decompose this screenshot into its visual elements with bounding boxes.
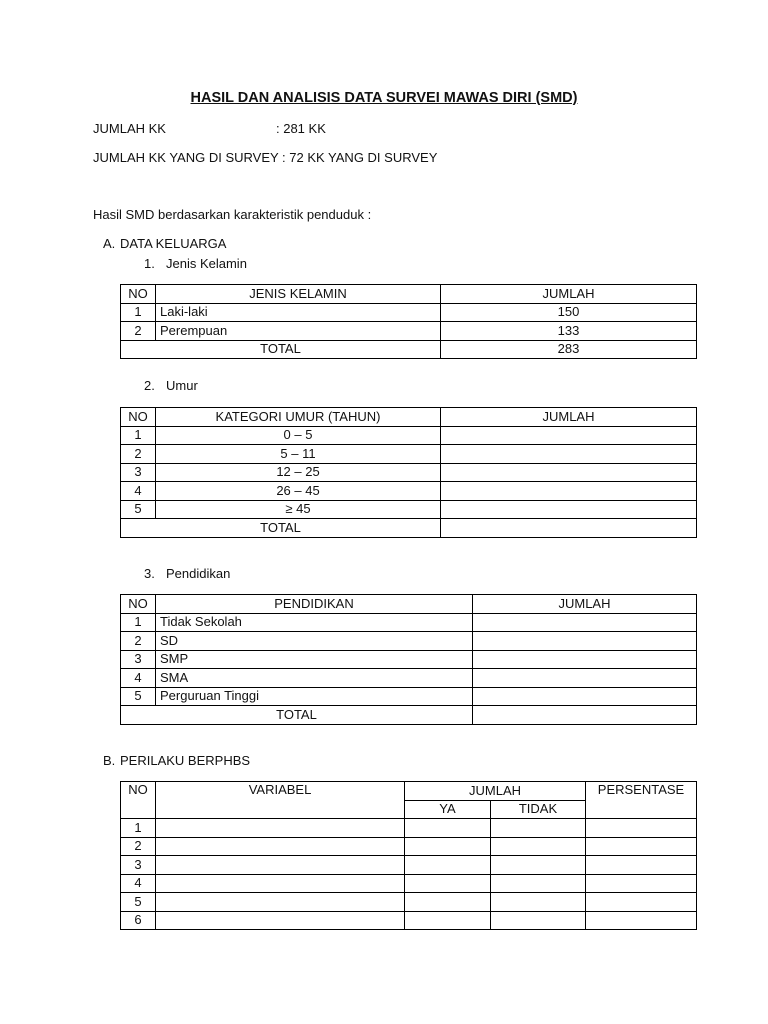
row-number: 5 [121, 500, 156, 519]
subsection-3-marker: 3. [144, 566, 155, 581]
table-total-row [121, 340, 697, 359]
table-row [121, 426, 697, 445]
row-number: 4 [121, 874, 156, 893]
total-value [473, 706, 697, 725]
education-table [120, 594, 697, 725]
row-number: 4 [121, 669, 156, 688]
row-number: 2 [121, 445, 156, 464]
row-value [473, 613, 697, 632]
row-number: 3 [121, 650, 156, 669]
table-row [121, 322, 697, 341]
age-table [120, 407, 697, 538]
row-number: 2 [121, 837, 156, 856]
column-header: JUMLAH [473, 595, 697, 614]
column-header: PENDIDIKAN [156, 595, 473, 614]
subsection-1-marker: 1. [144, 256, 155, 271]
column-header: JUMLAH [405, 782, 586, 801]
table-row [121, 687, 697, 706]
gender-table [120, 284, 697, 359]
row-value [473, 632, 697, 651]
intro-text: Hasil SMD berdasarkan karakteristik penduduk : [93, 207, 372, 222]
subsection-2-heading: Umur [166, 378, 198, 393]
table-row [121, 613, 697, 632]
column-header: YA [405, 800, 491, 819]
row-value [441, 482, 697, 501]
jumlah-kk-label: JUMLAH KK [93, 121, 166, 136]
row-number: 2 [121, 322, 156, 341]
row-number: 3 [121, 463, 156, 482]
row-label: 0 – 5 [156, 426, 441, 445]
variabel-cell [156, 819, 405, 838]
row-value: 133 [441, 322, 697, 341]
tidak-cell [491, 819, 586, 838]
column-header: TIDAK [491, 800, 586, 819]
section-b-heading: PERILAKU BERPHBS [120, 753, 251, 768]
row-value [441, 445, 697, 464]
row-number: 5 [121, 893, 156, 912]
page-title: HASIL DAN ANALISIS DATA SURVEI MAWAS DIRI (SMD) [190, 90, 578, 106]
table-header-row [121, 595, 697, 614]
section-b-marker: B. [103, 753, 116, 768]
total-label: TOTAL [121, 340, 441, 359]
table-total-row [121, 706, 697, 725]
column-header: NO [121, 285, 156, 304]
row-number: 1 [121, 426, 156, 445]
row-number: 3 [121, 856, 156, 875]
row-label: Laki-laki [156, 303, 441, 322]
tidak-cell [491, 837, 586, 856]
row-number: 1 [121, 613, 156, 632]
persentase-cell [586, 893, 697, 912]
total-value [441, 519, 697, 538]
row-value: 150 [441, 303, 697, 322]
table-row [121, 819, 697, 838]
column-header: VARIABEL [156, 782, 405, 819]
row-label: 12 – 25 [156, 463, 441, 482]
tidak-cell [491, 911, 586, 930]
section-a-heading: DATA KELUARGA [120, 236, 227, 251]
row-label: 26 – 45 [156, 482, 441, 501]
table-row [121, 463, 697, 482]
variabel-cell [156, 837, 405, 856]
row-number: 4 [121, 482, 156, 501]
variabel-cell [156, 874, 405, 893]
row-label: Tidak Sekolah [156, 613, 473, 632]
variabel-cell [156, 911, 405, 930]
table-row [121, 500, 697, 519]
table-row [121, 650, 697, 669]
jumlah-kk-value: : 281 KK [276, 121, 326, 136]
table-header-row [121, 285, 697, 304]
row-value [473, 650, 697, 669]
subsection-1-heading: Jenis Kelamin [166, 256, 247, 271]
subsection-2-marker: 2. [144, 378, 155, 393]
table-row [121, 632, 697, 651]
row-label: SMP [156, 650, 473, 669]
row-label: SMA [156, 669, 473, 688]
row-number: 5 [121, 687, 156, 706]
table-row [121, 874, 697, 893]
row-label: Perempuan [156, 322, 441, 341]
row-value [441, 500, 697, 519]
table-row [121, 911, 697, 930]
column-header: NO [121, 595, 156, 614]
variabel-cell [156, 856, 405, 875]
table-header-row [121, 782, 697, 801]
persentase-cell [586, 874, 697, 893]
table-header-row [121, 408, 697, 427]
persentase-cell [586, 856, 697, 875]
total-value: 283 [441, 340, 697, 359]
table-row [121, 837, 697, 856]
table-row [121, 482, 697, 501]
ya-cell [405, 874, 491, 893]
tidak-cell [491, 856, 586, 875]
table-row [121, 856, 697, 875]
table-row [121, 445, 697, 464]
column-header: JUMLAH [441, 408, 697, 427]
tidak-cell [491, 874, 586, 893]
table-row [121, 303, 697, 322]
row-value [473, 669, 697, 688]
column-header: NO [121, 782, 156, 819]
jumlah-kk-survey: JUMLAH KK YANG DI SURVEY : 72 KK YANG DI SURVEY [93, 150, 438, 165]
row-label: SD [156, 632, 473, 651]
row-number: 1 [121, 819, 156, 838]
row-number: 1 [121, 303, 156, 322]
row-label: 5 – 11 [156, 445, 441, 464]
column-header: KATEGORI UMUR (TAHUN) [156, 408, 441, 427]
ya-cell [405, 837, 491, 856]
column-header: JUMLAH [441, 285, 697, 304]
persentase-cell [586, 837, 697, 856]
section-a-marker: A. [103, 236, 116, 251]
row-value [441, 426, 697, 445]
phbs-table [120, 781, 697, 930]
subsection-3-heading: Pendidikan [166, 566, 231, 581]
ya-cell [405, 856, 491, 875]
row-value [473, 687, 697, 706]
total-label: TOTAL [121, 706, 473, 725]
variabel-cell [156, 893, 405, 912]
row-value [441, 463, 697, 482]
persentase-cell [586, 911, 697, 930]
row-label: ≥ 45 [156, 500, 441, 519]
total-label: TOTAL [121, 519, 441, 538]
table-total-row [121, 519, 697, 538]
row-number: 6 [121, 911, 156, 930]
tidak-cell [491, 893, 586, 912]
persentase-cell [586, 819, 697, 838]
row-number: 2 [121, 632, 156, 651]
column-header: PERSENTASE [586, 782, 697, 819]
ya-cell [405, 893, 491, 912]
column-header: JENIS KELAMIN [156, 285, 441, 304]
row-label: Perguruan Tinggi [156, 687, 473, 706]
table-row [121, 669, 697, 688]
ya-cell [405, 911, 491, 930]
table-row [121, 893, 697, 912]
column-header: NO [121, 408, 156, 427]
ya-cell [405, 819, 491, 838]
